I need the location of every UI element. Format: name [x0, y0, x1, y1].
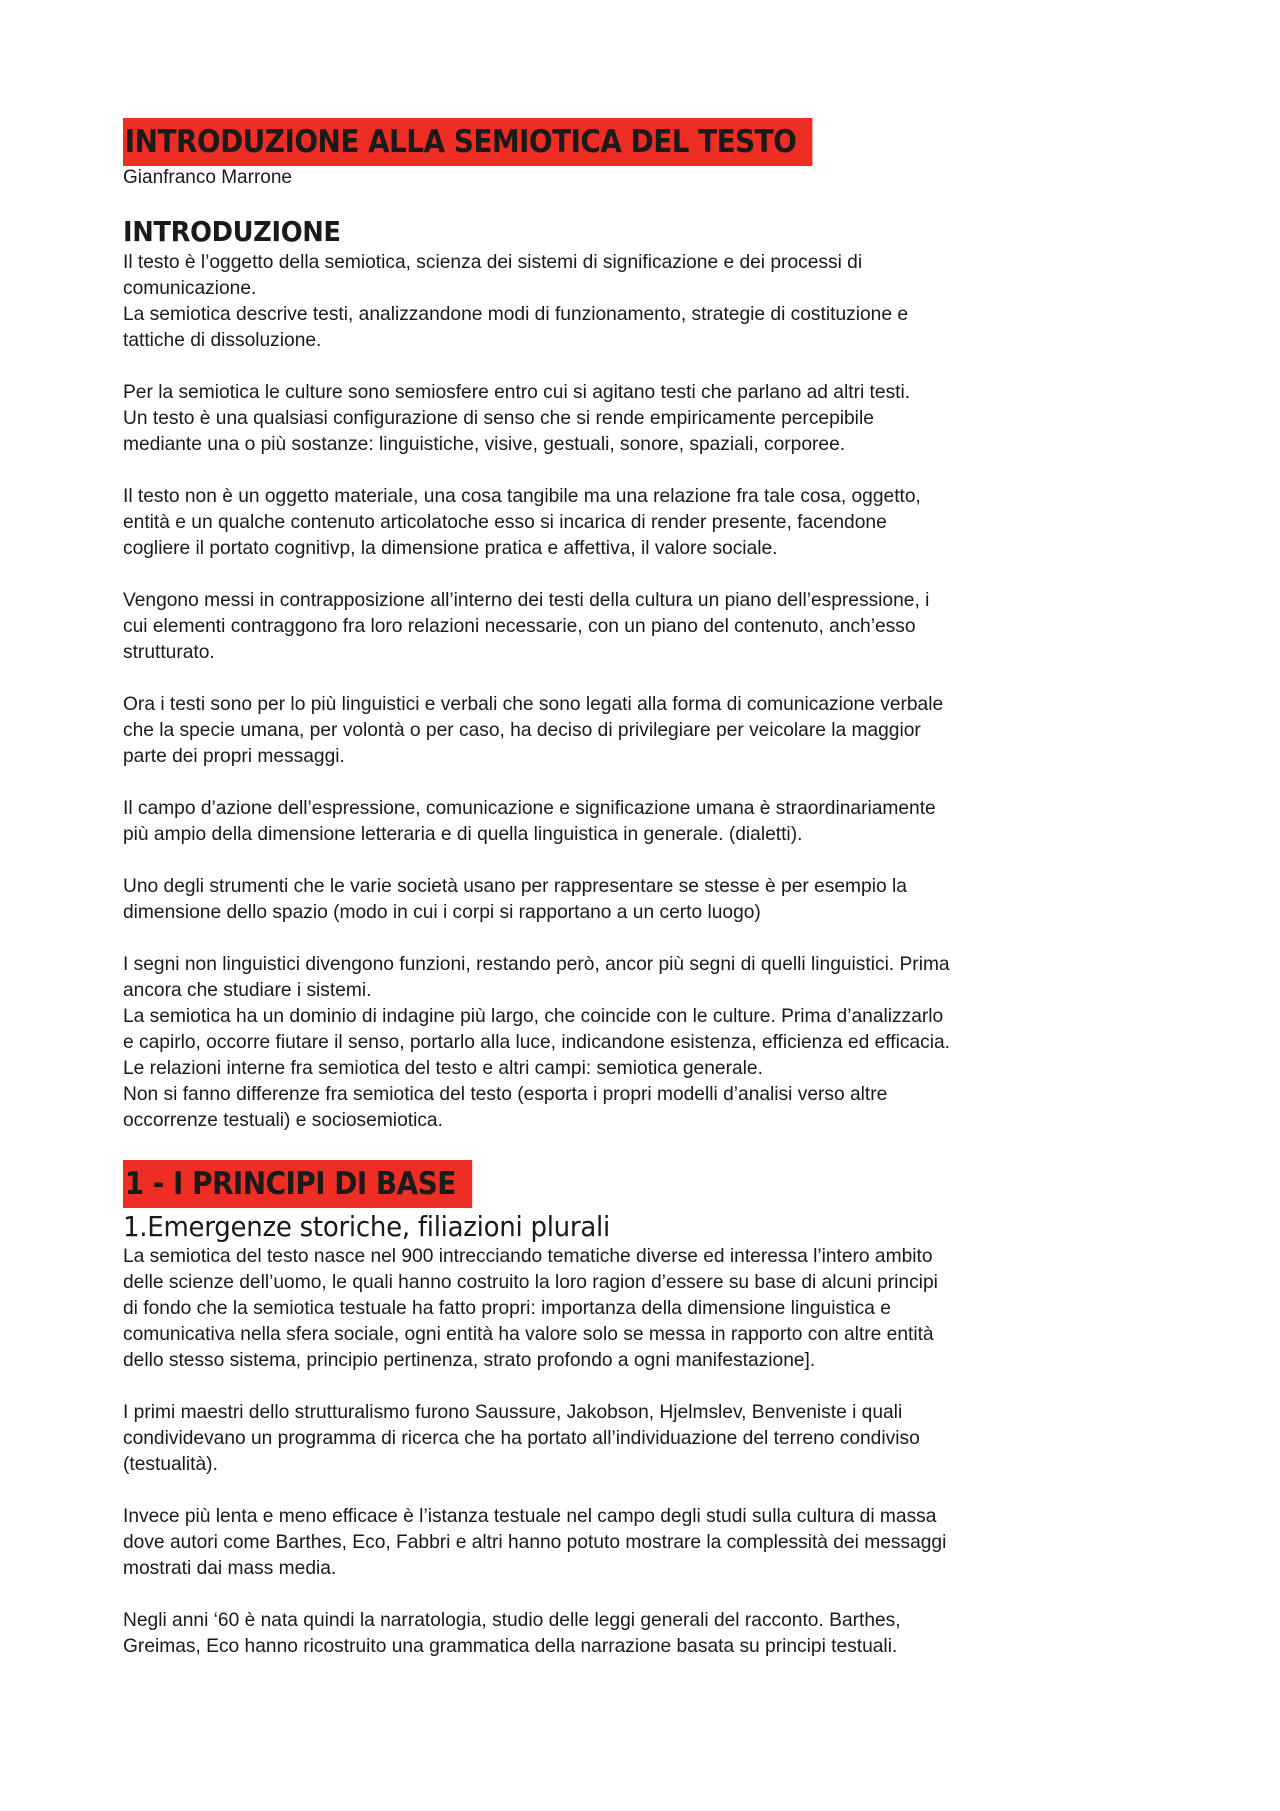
text-line: dello stesso sistema, principio pertinenza, strato profondo a ogni manifestazione].	[123, 1350, 816, 1371]
paragraph	[123, 874, 1183, 926]
text-line: tattiche di dissoluzione.	[123, 330, 322, 351]
paragraph	[123, 952, 1183, 1134]
text-line: Negli anni ‘60 è nata quindi la narratologia, studio delle leggi generali del racconto. Barthes,	[123, 1610, 901, 1631]
text-line: dimensione dello spazio (modo in cui i corpi si rapportano a un certo luogo)	[123, 902, 761, 923]
text-line: La semiotica ha un dominio di indagine più largo, che coincide con le culture. Prima d’analizzarlo	[123, 1006, 944, 1027]
text-line: I segni non linguistici divengono funzioni, restando però, ancor più segni di quelli linguistici. Prima	[123, 954, 950, 975]
intro-body	[123, 250, 1183, 1134]
document-title-block	[123, 118, 1183, 166]
text-line: ancora che studiare i sistemi.	[123, 980, 372, 1001]
text-line: Invece più lenta e meno efficace è l’istanza testuale nel campo degli studi sulla cultura di massa	[123, 1506, 937, 1527]
text-line: strutturato.	[123, 642, 215, 663]
text-line: comunicazione.	[123, 278, 257, 299]
text-line: dove autori come Barthes, Eco, Fabbri e altri hanno potuto mostrare la complessità dei messaggi	[123, 1532, 947, 1553]
text-line: e capirlo, occorre fiutare il senso, portarlo alla luce, indicandone esistenza, efficienza ed efficacia.	[123, 1032, 950, 1053]
document-author: Gianfranco Marrone	[123, 167, 292, 188]
text-line: I primi maestri dello strutturalismo furono Saussure, Jakobson, Hjelmslev, Benveniste i quali	[123, 1402, 903, 1423]
text-line: delle scienze dell’uomo, le quali hanno costruito la loro ragion d’essere su base di alcuni principi	[123, 1272, 938, 1293]
text-line: Il testo è l’oggetto della semiotica, scienza dei sistemi di significazione e dei processi di	[123, 252, 863, 273]
text-line: mostrati dai mass media.	[123, 1558, 337, 1579]
text-line: mediante una o più sostanze: linguistiche, visive, gestuali, sonore, spaziali, corporee.	[123, 434, 846, 455]
document-title: INTRODUZIONE ALLA SEMIOTICA DEL TESTO	[123, 118, 813, 166]
text-line: Un testo è una qualsiasi configurazione di senso che si rende empiricamente percepibile	[123, 408, 874, 429]
paragraph	[123, 1244, 1183, 1374]
text-line: Per la semiotica le culture sono semiosfere entro cui si agitano testi che parlano ad altri testi.	[123, 382, 911, 403]
paragraph	[123, 1400, 1183, 1478]
paragraph	[123, 1608, 1183, 1660]
text-line: occorrenze testuali) e sociosemiotica.	[123, 1110, 443, 1131]
text-line: comunicativa nella sfera sociale, ogni entità ha valore solo se messa in rapporto con altre entità	[123, 1324, 934, 1345]
text-line: condividevano un programma di ricerca che ha portato all’individuazione del terreno condiviso	[123, 1428, 920, 1449]
text-line: Ora i testi sono per lo più linguistici e verbali che sono legati alla forma di comunicazione verbale	[123, 694, 944, 715]
section1-heading-block	[123, 1160, 1183, 1208]
paragraph	[123, 250, 1183, 354]
text-line: (testualità).	[123, 1454, 218, 1475]
text-line: entità e un qualche contenuto articolatoche esso si incarica di render presente, facendone	[123, 512, 887, 533]
text-line: di fondo che la semiotica testuale ha fatto propri: importanza della dimensione linguistica e	[123, 1298, 891, 1319]
paragraph	[123, 1504, 1183, 1582]
text-line: La semiotica del testo nasce nel 900 intrecciando tematiche diverse ed interessa l’intero ambito	[123, 1246, 933, 1267]
text-line: cui elementi contraggono fra loro relazioni necessarie, con un piano del contenuto, anch’esso	[123, 616, 916, 637]
paragraph	[123, 692, 1183, 770]
text-line: più ampio della dimensione letteraria e di quella linguistica in generale. (dialetti).	[123, 824, 803, 845]
text-line: Uno degli strumenti che le varie società usano per rappresentare se stesse è per esempio la	[123, 876, 907, 897]
section1-heading: 1 - I PRINCIPI DI BASE	[123, 1160, 472, 1208]
text-line: Non si fanno differenze fra semiotica del testo (esporta i propri modelli d’analisi verso altre	[123, 1084, 888, 1105]
text-line: Le relazioni interne fra semiotica del testo e altri campi: semiotica generale.	[123, 1058, 763, 1079]
text-line: cogliere il portato cognitivp, la dimensione pratica e affettiva, il valore sociale.	[123, 538, 778, 559]
text-line: Il campo d’azione dell’espressione, comunicazione e significazione umana è straordinariamente	[123, 798, 936, 819]
text-line: Il testo non è un oggetto materiale, una cosa tangibile ma una relazione fra tale cosa, oggetto,	[123, 486, 921, 507]
text-line: Greimas, Eco hanno ricostruito una grammatica della narrazione basata su principi testuali.	[123, 1636, 898, 1657]
paragraph	[123, 588, 1183, 666]
document-page	[123, 118, 1183, 1686]
text-line: La semiotica descrive testi, analizzandone modi di funzionamento, strategie di costituzione e	[123, 304, 908, 325]
paragraph	[123, 484, 1183, 562]
paragraph	[123, 380, 1183, 458]
section1-subheading: 1.Emergenze storiche, filiazioni plurali	[123, 1210, 610, 1243]
section1-body	[123, 1244, 1183, 1660]
text-line: parte dei propri messaggi.	[123, 746, 345, 767]
intro-heading: INTRODUZIONE	[123, 215, 341, 248]
paragraph	[123, 796, 1183, 848]
text-line: che la specie umana, per volontà o per caso, ha deciso di privilegiare per veicolare la maggior	[123, 720, 921, 741]
text-line: Vengono messi in contrapposizione all’interno dei testi della cultura un piano dell’espressione, i	[123, 590, 930, 611]
